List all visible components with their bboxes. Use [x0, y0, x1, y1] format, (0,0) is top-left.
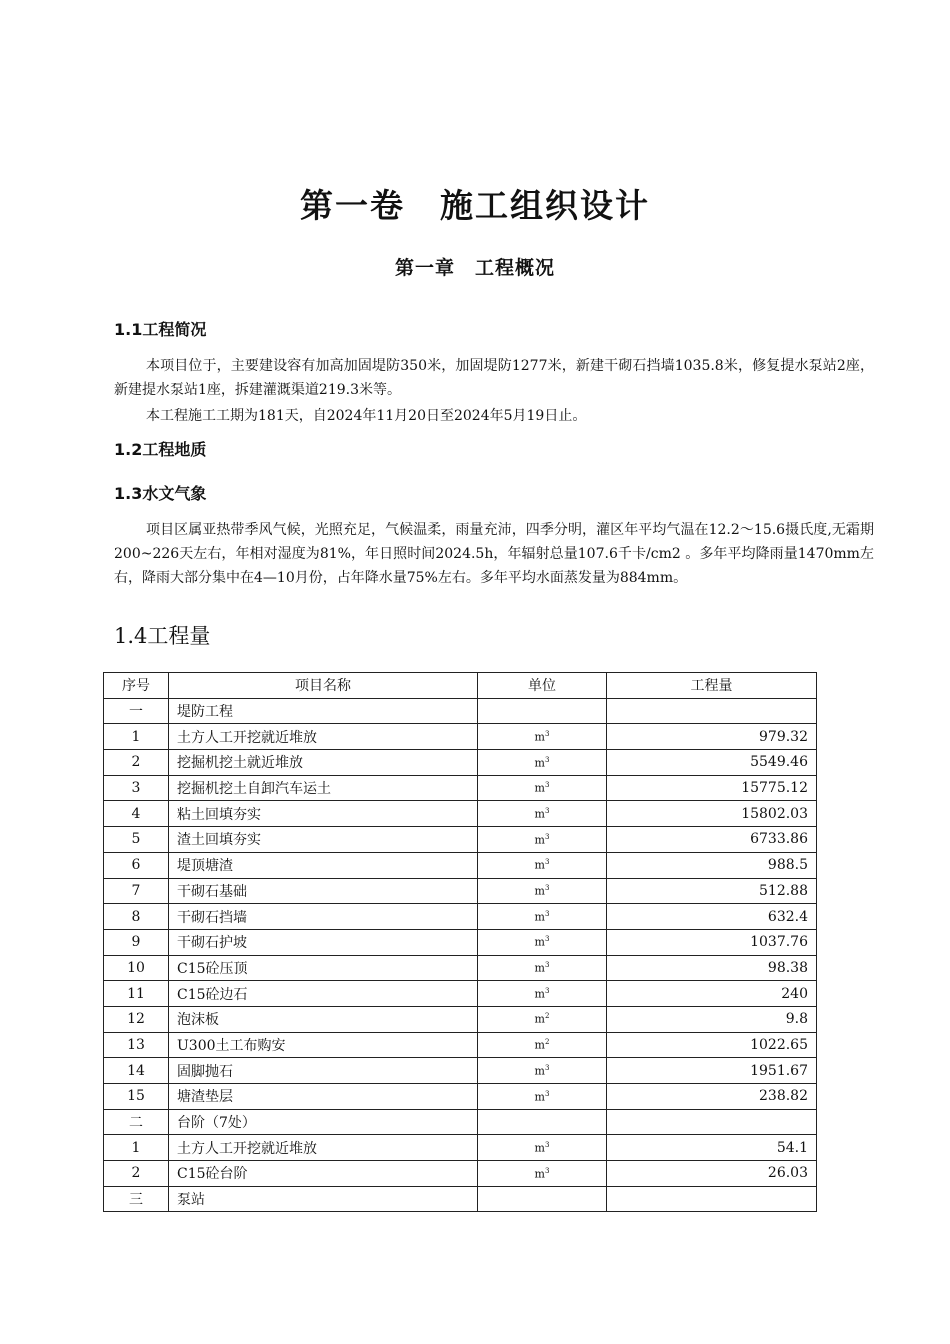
- unit-cell: [478, 929, 607, 955]
- row-number: 3: [104, 775, 169, 801]
- item-name: 土方人工开挖就近堆放: [169, 1135, 478, 1161]
- row-number: 二: [104, 1109, 169, 1135]
- item-name: 土方人工开挖就近堆放: [169, 724, 478, 750]
- unit-exponent: 3: [544, 832, 550, 841]
- item-name: 堤防工程: [169, 698, 478, 724]
- table-row: [104, 750, 817, 776]
- row-number: 1: [104, 1135, 169, 1161]
- volume-title: 第一卷 施工组织设计: [300, 186, 650, 225]
- table-row: [104, 929, 817, 955]
- unit-text: m: [534, 858, 545, 872]
- quantity-value: [607, 698, 817, 724]
- row-number: 1: [104, 724, 169, 750]
- row-number: 10: [104, 955, 169, 981]
- unit-cell: [478, 852, 607, 878]
- quantity-value: [607, 1109, 817, 1135]
- unit-text: m: [534, 1038, 545, 1052]
- unit-exponent: 3: [544, 858, 550, 867]
- unit-exponent: 3: [544, 1089, 550, 1098]
- row-number: 2: [104, 750, 169, 776]
- quantity-value: 1037.76: [607, 929, 817, 955]
- header-item-name: 项目名称: [169, 673, 478, 699]
- quantity-value: 988.5: [607, 852, 817, 878]
- row-number: 6: [104, 852, 169, 878]
- unit-cell: [478, 827, 607, 853]
- unit-text: m: [534, 730, 545, 744]
- row-number: 7: [104, 878, 169, 904]
- unit-exponent: 2: [544, 1038, 550, 1047]
- item-name: 干砌石挡墙: [169, 904, 478, 930]
- unit-text: m: [534, 1141, 545, 1155]
- unit-cell: [478, 775, 607, 801]
- quantity-value: 15802.03: [607, 801, 817, 827]
- table-row: [104, 775, 817, 801]
- quantity-value: 26.03: [607, 1161, 817, 1187]
- row-number: 4: [104, 801, 169, 827]
- unit-text: m: [534, 833, 545, 847]
- unit-exponent: 3: [544, 1140, 550, 1149]
- unit-cell: [478, 1058, 607, 1084]
- quantity-value: 54.1: [607, 1135, 817, 1161]
- unit-cell: [478, 1032, 607, 1058]
- row-number: 13: [104, 1032, 169, 1058]
- unit-cell: [478, 801, 607, 827]
- item-name: 固脚抛石: [169, 1058, 478, 1084]
- unit-text: m: [534, 987, 545, 1001]
- unit-exponent: 2: [544, 1012, 550, 1021]
- quantity-value: 240: [607, 981, 817, 1007]
- table-row: [104, 1186, 817, 1212]
- unit-text: m: [534, 1013, 545, 1027]
- quantity-value: 632.4: [607, 904, 817, 930]
- unit-cell: [478, 981, 607, 1007]
- row-number: 三: [104, 1186, 169, 1212]
- unit-cell: [478, 1006, 607, 1032]
- item-name: C15砼边石: [169, 981, 478, 1007]
- quantity-value: 238.82: [607, 1084, 817, 1110]
- table-row: [104, 981, 817, 1007]
- item-name: C15砼台阶: [169, 1161, 478, 1187]
- unit-exponent: 3: [544, 806, 550, 815]
- unit-exponent: 3: [544, 1063, 550, 1072]
- unit-text: m: [534, 1167, 545, 1181]
- header-unit: 单位: [478, 673, 607, 699]
- item-name: 堤顶塘渣: [169, 852, 478, 878]
- unit-cell: [478, 724, 607, 750]
- quantity-value: 5549.46: [607, 750, 817, 776]
- item-name: C15砼压顶: [169, 955, 478, 981]
- table-row: [104, 1032, 817, 1058]
- table-header-row: [104, 673, 817, 699]
- item-name: 台阶（7处）: [169, 1109, 478, 1135]
- table-body: [104, 698, 817, 1212]
- item-name: 干砌石护坡: [169, 929, 478, 955]
- quantity-value: 1022.65: [607, 1032, 817, 1058]
- quantity-value: [607, 1186, 817, 1212]
- table-row: [104, 1084, 817, 1110]
- row-number: 14: [104, 1058, 169, 1084]
- quantity-value: 512.88: [607, 878, 817, 904]
- unit-cell: [478, 1109, 607, 1135]
- section-heading-1-2: 1.2工程地质: [114, 440, 207, 459]
- unit-exponent: 3: [544, 986, 550, 995]
- unit-text: m: [534, 1064, 545, 1078]
- paragraph-climate: 项目区属亚热带季风气候，光照充足，气候温柔，雨量充沛，四季分明，灌区年平均气温在12.2～15.6摄氏度,无霜期200~226天左右，年相对湿度为81%，年日照时间2024.5h，年辐射总量107.6千卡/cm2 。多年平均降雨量1470mm左右，降雨大部分集中在4—10月份，占年降水量75%左右。多年平均水面蒸发量为884mm。: [114, 522, 874, 586]
- item-name: 粘土回填夯实: [169, 801, 478, 827]
- unit-exponent: 3: [544, 961, 550, 970]
- item-name: 挖掘机挖土自卸汽车运土: [169, 775, 478, 801]
- unit-text: m: [534, 884, 545, 898]
- item-name: 塘渣垫层: [169, 1084, 478, 1110]
- table-row: [104, 878, 817, 904]
- row-number: 15: [104, 1084, 169, 1110]
- unit-cell: [478, 955, 607, 981]
- table-row: [104, 724, 817, 750]
- unit-cell: [478, 1186, 607, 1212]
- unit-text: m: [534, 807, 545, 821]
- unit-cell: [478, 1161, 607, 1187]
- paragraph-project-overview: 本项目位于，主要建设容有加高加固堤防350米，加固堤防1277米，新建干砌石挡墙1035.8米，修复提水泵站2座，新建提水泵站1座，拆建灌溉渠道219.3米等。: [114, 358, 874, 398]
- unit-exponent: 3: [544, 909, 550, 918]
- quantity-value: 98.38: [607, 955, 817, 981]
- quantity-value: 9.8: [607, 1006, 817, 1032]
- unit-exponent: 3: [544, 729, 550, 738]
- section-heading-1-3: 1.3水文气象: [114, 484, 207, 503]
- row-number: 一: [104, 698, 169, 724]
- unit-cell: [478, 1084, 607, 1110]
- item-name: 泡沫板: [169, 1006, 478, 1032]
- row-number: 9: [104, 929, 169, 955]
- row-number: 11: [104, 981, 169, 1007]
- table-row: [104, 1109, 817, 1135]
- unit-cell: [478, 904, 607, 930]
- header-quantity: 工程量: [607, 673, 817, 699]
- unit-exponent: 3: [544, 781, 550, 790]
- unit-text: m: [534, 961, 545, 975]
- quantity-value: 1951.67: [607, 1058, 817, 1084]
- table-row: [104, 827, 817, 853]
- section-heading-1-4: 1.4工程量: [114, 624, 211, 648]
- table-row: [104, 698, 817, 724]
- header-no: 序号: [104, 673, 169, 699]
- unit-exponent: 3: [544, 884, 550, 893]
- table-row: [104, 904, 817, 930]
- table-row: [104, 1161, 817, 1187]
- unit-exponent: 3: [544, 755, 550, 764]
- unit-cell: [478, 878, 607, 904]
- row-number: 12: [104, 1006, 169, 1032]
- unit-text: m: [534, 936, 545, 950]
- quantity-table: [103, 672, 817, 1212]
- item-name: 泵站: [169, 1186, 478, 1212]
- table-row: [104, 1058, 817, 1084]
- unit-exponent: 3: [544, 1166, 550, 1175]
- row-number: 5: [104, 827, 169, 853]
- table-row: [104, 1135, 817, 1161]
- quantity-value: 979.32: [607, 724, 817, 750]
- unit-exponent: 3: [544, 935, 550, 944]
- paragraph-schedule: 本工程施工工期为181天，自2024年11月20日至2024年5月19日止。: [146, 408, 587, 424]
- unit-cell: [478, 698, 607, 724]
- table-row: [104, 1006, 817, 1032]
- table-row: [104, 801, 817, 827]
- unit-cell: [478, 1135, 607, 1161]
- unit-text: m: [534, 756, 545, 770]
- table-row: [104, 852, 817, 878]
- unit-text: m: [534, 781, 545, 795]
- unit-cell: [478, 750, 607, 776]
- quantity-value: 15775.12: [607, 775, 817, 801]
- item-name: 渣土回填夯实: [169, 827, 478, 853]
- table-row: [104, 955, 817, 981]
- item-name: 挖掘机挖土就近堆放: [169, 750, 478, 776]
- item-name: 干砌石基础: [169, 878, 478, 904]
- chapter-title: 第一章 工程概况: [394, 257, 555, 279]
- unit-text: m: [534, 910, 545, 924]
- section-heading-1-1: 1.1工程简况: [114, 320, 207, 339]
- item-name: U300土工布购安: [169, 1032, 478, 1058]
- row-number: 8: [104, 904, 169, 930]
- quantity-value: 6733.86: [607, 827, 817, 853]
- row-number: 2: [104, 1161, 169, 1187]
- unit-text: m: [534, 1090, 545, 1104]
